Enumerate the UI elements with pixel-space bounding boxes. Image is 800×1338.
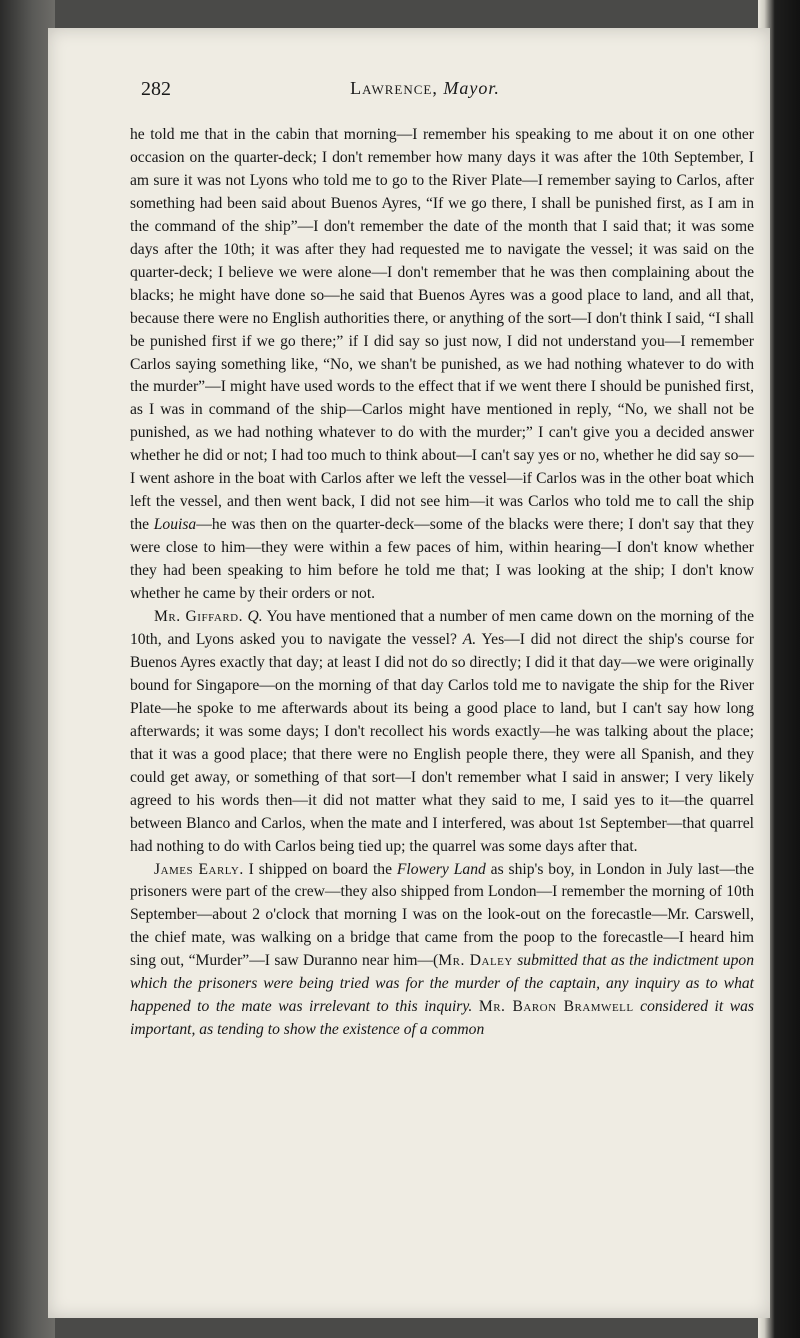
text-span: I shipped on board the bbox=[243, 860, 397, 878]
page-header bbox=[95, 78, 755, 108]
text-span: —he was then on the quarter-deck—some of the blacks were there; I don't say that they were close to him—they were within a few paces of him, within hearing—I don't know whether they had been speaking to him before he told me that; I was looking at the ship; I don't know whether he came by their orders or not. bbox=[130, 516, 754, 603]
text-span: Flowery Land bbox=[396, 860, 486, 878]
paragraph-3 bbox=[130, 859, 754, 1043]
running-head-title: Mayor. bbox=[443, 78, 500, 98]
page-number: 282 bbox=[141, 78, 171, 100]
text-span: he told me that in the cabin that morning—I remember his speaking to me about it on one other occasion on the quarter-deck; I don't remember how many days it was after the 10th September, I am sure it was not Lyons who told me to go to the River Plate—I remember saying to Carlos, after something had been said about Buenos Ayres, “If we go there, I shall be punished first, as I am in the command of the ship”—I don't remember the date of the month that I said that; it was some days after the 10th; it was after they had requested me to navigate the vessel; it was said on the quarter-deck; I believe we were alone—I don't remember that he was then complaining about the blacks; he might have done so—he said that Buenos Ayres was a good place to land, and all that, because there were no English authorities there, or anything of the sort—I don't think I said, “I shall be punished first if we go there;” if I did say so just now, I did not understand you—I remember Carlos saying something like, “No, we shan't be punished, as we had nothing whatever to do with the murder”—I might have used words to the effect that if we went there I should be punished first, as I was in command of the ship—Carlos might have mentioned in reply, “No, we shall not be punished, as we had nothing whatever to do with the murder;” I can't give you a decided answer whether he did or not; I had too much to think about—I can't say yes or no, whether he did say so—I went ashore in the boat with Carlos after we left the vessel—if Carlos was in the other boat which left the vessel, and then went back, I did not see him—it was Carlos who told me to call the ship the bbox=[130, 126, 754, 534]
text-span: You have mentioned that a number of men came down on the morning of the 10th, and Lyons asked you to navigate the vessel? bbox=[130, 608, 754, 648]
text-span: James Early. bbox=[154, 860, 244, 878]
text-span: Q. bbox=[247, 608, 263, 626]
text-span: Mr. Daley bbox=[438, 952, 513, 970]
text-span: considered it was important, as tending to show the existence of a common bbox=[130, 998, 754, 1039]
text-span: Yes—I did not direct the ship's course for Buenos Ayres exactly that day; at least I did not do so directly; I did it that day—we were originally bound for Singapore—on the morning of that day Carlos told me to navigate the ship for the River Plate—he spoke to me afterwards about its being a good place to land, but I can't say how long afterwards; it was some days; I don't recollect his words exactly—he was talking about the place; that it was a good place; that there were no English people there, they were all Spanish, and they could get away, or something of that sort—I don't remember what I said in answer; I very likely agreed to his words then—it did not matter what they said to me, I said yes to it—the quarrel between Blanco and Carlos, when the mate and I interfered, was about 1st September—that quarrel had nothing to do with Carlos being tied up; the quarrel was some days after that. bbox=[130, 630, 754, 855]
paragraph-1 bbox=[130, 124, 754, 606]
text-span: Mr. Giffard. bbox=[154, 608, 244, 626]
book-binding-left bbox=[0, 0, 55, 1338]
paragraph-2 bbox=[130, 606, 754, 858]
text-span: Mr. Baron Bramwell bbox=[478, 998, 634, 1016]
text-span: Louisa bbox=[153, 516, 197, 534]
body-text bbox=[130, 124, 754, 1042]
text-span: submitted that as the indictment upon which the prisoners were being tried was for the murder of the captain, any inquiry as to what happened to the mate was irrelevant to this inquiry. bbox=[130, 952, 754, 1016]
text-span: as ship's boy, in London in July last—the prisoners were part of the crew—they also shipped from London—I remember the morning of 10th September—about 2 o'clock that morning I was on the look-out on the forecastle—Mr. Carswell, the chief mate, was walking on a bridge that came from the poop to the forecastle—I heard him sing out, “Murder”—I saw Duranno near him—( bbox=[130, 860, 754, 970]
running-head bbox=[95, 78, 755, 99]
text-span: A. bbox=[462, 630, 477, 648]
running-head-name: Lawrence, bbox=[350, 78, 438, 98]
